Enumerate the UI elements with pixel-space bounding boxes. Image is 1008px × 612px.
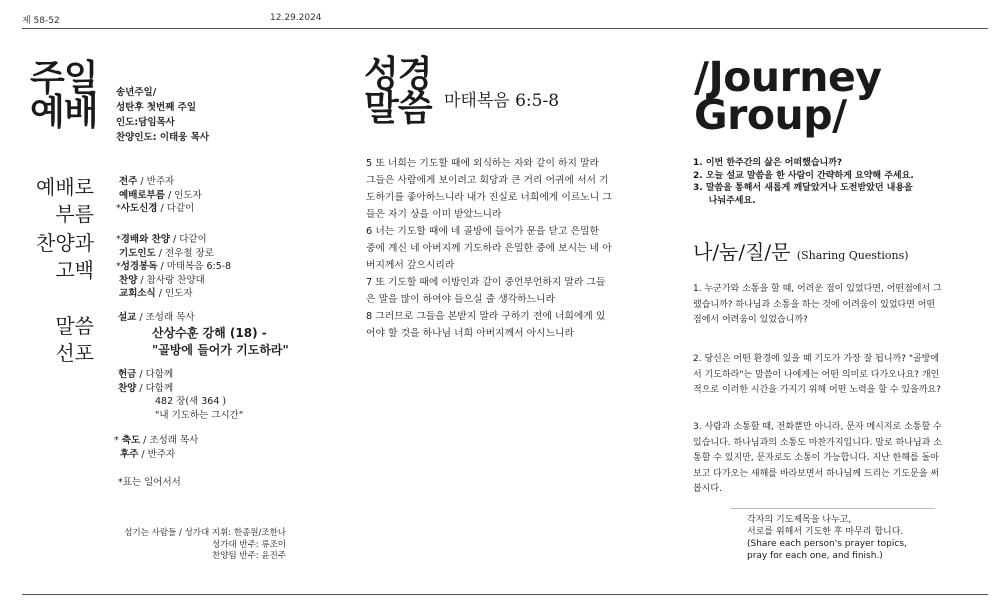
- sermon-title: [152, 325, 289, 359]
- order-role: 기도인도: [119, 247, 156, 259]
- worship-title-line1: 주일: [30, 58, 98, 99]
- order-item: 후주 / 반주자: [120, 448, 176, 460]
- worship-info-line: 인도:담임목사: [116, 117, 175, 128]
- journey-group-title: [694, 53, 882, 139]
- sermon-preacher: 설교 / 조성래 목사: [118, 312, 195, 323]
- order-person: 반주자: [147, 448, 176, 460]
- section-heading-proclamation: [22, 313, 94, 367]
- sharing-title: 나/눔/질/문: [693, 240, 791, 264]
- bottom-rule: [22, 594, 988, 595]
- order-role: 교회소식: [119, 288, 156, 299]
- order-item: * 축도 / 조성래 목사: [114, 435, 199, 446]
- closing-line: (Share each person's prayer topics,: [747, 539, 907, 549]
- order-person: 참사랑 찬양대: [146, 274, 205, 286]
- standing-mark: *: [116, 261, 121, 272]
- section-heading-call-to-worship: [22, 174, 94, 228]
- hymn-number: 482 장(새 364 ): [155, 396, 227, 407]
- order-role: 축도: [121, 435, 141, 446]
- order-person: 다같이: [166, 203, 195, 214]
- verse-line: 은 말을 많이 하여야 들으실 줄 생각하느니라: [366, 294, 556, 305]
- order-item: 찬양 / 참사랑 찬양대: [119, 274, 205, 286]
- order-role: 전주: [119, 176, 138, 187]
- intro-question: 3. 말씀을 통해서 새롭게 깨달았거나 도전받았던 내용을: [693, 183, 913, 193]
- question-line: 3. 사람과 소통할 때, 전화뿐만 아니라, 문자 메시지로 소통할 수: [693, 422, 942, 432]
- order-role: 예배로부름: [119, 189, 165, 201]
- order-item: 예배로부름 / 인도자: [119, 189, 202, 201]
- sharing-question-3: [693, 420, 965, 498]
- scripture-text: [366, 155, 638, 342]
- order-person: 다함께: [145, 382, 174, 394]
- order-role: 헌금: [118, 369, 137, 380]
- sharing-subtitle: (Sharing Questions): [796, 249, 909, 262]
- order-person: 다함께: [145, 369, 174, 380]
- order-role: 사도신경: [120, 203, 158, 214]
- bulletin-date: 12.29.2024: [270, 13, 322, 23]
- section-heading-line: 찬양과: [36, 231, 94, 255]
- credit-line: 성가대 반주: 류조이: [212, 539, 286, 550]
- verse-line: 어야 할 것을 하나님 너희 아버지께서 아시느니라: [366, 328, 574, 339]
- order-person: 조성래 목사: [149, 435, 199, 446]
- question-line: 2. 당신은 어떤 환경에 있을 때 기도가 가장 잘 됩니까? "골방에: [693, 354, 940, 364]
- sermon-subtitle-line: "골방에 들어가 기도하라": [152, 343, 289, 357]
- credit-line: 섬기는 사람들 / 성가대 지휘: 한종원/조한나: [124, 528, 286, 538]
- order-person: 전우철 장로: [165, 247, 214, 259]
- order-item: 헌금 / 다함께: [118, 369, 174, 380]
- top-rule: [22, 28, 988, 29]
- verse-line: 중에 계신 네 아버지께 기도하라 은밀한 중에 보시는 네 아: [366, 243, 612, 254]
- section-heading-line: 고백: [55, 258, 94, 282]
- worship-info-line: 찬양인도: 이태웅 목사: [116, 132, 210, 143]
- closing-instruction: [747, 514, 907, 562]
- question-line: 1. 누군가와 소통을 할 때, 어려운 점이 있었다면, 어떤점에서 그: [693, 284, 942, 294]
- issue-number: 제 58-52: [22, 16, 60, 26]
- section-heading-line: 말씀: [55, 314, 94, 338]
- question-line: 보고 다가오는 새해를 바라보면서 하나님께 드리는 기도문을 써: [693, 468, 940, 479]
- standing-mark: *: [116, 203, 121, 214]
- worship-info-line: 송년주일/: [116, 87, 157, 98]
- intro-questions: [693, 157, 914, 207]
- worship-title-line2: 예배: [30, 92, 98, 133]
- sermon-title-line: 산상수훈 강해 (18) -: [152, 326, 267, 340]
- scripture-reference: 마태복음 6:5-8: [444, 91, 560, 111]
- order-item: 전주 / 반주자: [119, 176, 175, 187]
- hymn-details: [155, 395, 243, 422]
- question-line: 랬습니까? 하나님과 소통을 하는 것에 어려움이 있었다면 어떤: [693, 299, 936, 310]
- order-role: 경배와 찬양: [120, 234, 170, 245]
- response-items: [118, 368, 173, 395]
- order-item: 찬양 / 다함께: [118, 382, 174, 394]
- closing-line: 각자의 기도제목을 나누고,: [747, 515, 852, 525]
- verse-line: 들은 자기 상을 이미 받았느니라: [366, 209, 502, 220]
- scripture-title: [364, 54, 432, 129]
- intro-question: 1. 이번 한주간의 삶은 어떠했습니까?: [693, 158, 843, 168]
- standing-mark: *: [114, 435, 119, 446]
- section-heading-line: 부름: [55, 202, 94, 226]
- scripture-title-line1: 성경: [364, 54, 432, 95]
- question-line: 서 기도하라"는 말씀이 나에게는 어떤 의미로 다가오나요? 개인: [693, 369, 940, 380]
- order-item: *경배와 찬양 / 다같이: [116, 234, 207, 245]
- serving-credits: [116, 528, 286, 563]
- order-person: 조성래 목사: [145, 312, 195, 323]
- worship-info: [116, 85, 209, 145]
- closing-line: pray for each one, and finish.): [747, 551, 883, 561]
- praise-items: [116, 233, 231, 301]
- standing-mark: *: [116, 234, 121, 245]
- worship-info-line: 성탄후 첫번째 주일: [116, 102, 197, 113]
- verse-line: 5 또 너희는 기도할 때에 외식하는 자와 같이 하지 말라: [366, 158, 599, 169]
- journey-title-line1: /Journey: [694, 53, 882, 101]
- question-line: 통할 수 있지만, 문자로도 소통이 가능합니다. 지난 한해를 돌아: [693, 453, 939, 463]
- section-heading-line: 선포: [55, 341, 94, 365]
- order-person: 다같이: [179, 234, 207, 245]
- intro-question: 2. 오늘 설교 말씀을 한 사람이 간략하게 요약해 주세요.: [693, 170, 914, 181]
- section-heading-line: 예배로: [36, 175, 94, 199]
- order-role: 찬양: [118, 382, 137, 394]
- section-heading-praise-and-confession: [22, 230, 94, 284]
- order-item: *사도신경 / 다같이: [116, 203, 195, 214]
- order-role: 후주: [120, 448, 139, 460]
- standing-footnote: *표는 일어서서: [118, 477, 181, 488]
- question-line: 봅시다.: [693, 484, 722, 494]
- closing-line: 서로를 위해서 기도한 후 마무리 합니다.: [747, 527, 904, 537]
- verse-line: 8 그러므로 그들을 본받지 말라 구하기 전에 너희에게 있: [366, 311, 606, 322]
- journey-title-line2: Group/: [694, 91, 847, 139]
- order-person: 반주자: [146, 176, 175, 187]
- verse-line: 도하기를 좋아하느니라 내가 진실로 너희에게 이르노니 그: [366, 192, 612, 203]
- order-role: 성경봉독: [120, 261, 158, 272]
- order-item: 교회소식 / 인도자: [119, 288, 193, 299]
- closing-divider: [730, 508, 935, 509]
- question-line: 점에서 어려움이 있었습니까?: [693, 315, 808, 325]
- verse-line: 버지께서 갚으시리라: [366, 260, 455, 271]
- hymn-title: "내 기도하는 그시간": [155, 409, 244, 421]
- verse-line: 6 너는 기도할 때에 네 골방에 들어가 문을 닫고 은밀한: [366, 226, 599, 237]
- sharing-question-1: [693, 282, 965, 329]
- order-role: 설교: [118, 312, 137, 323]
- sharing-questions-heading: [693, 236, 909, 265]
- verse-line: 그들은 사람에게 보이려고 회당과 큰 거리 어귀에 서서 기: [366, 175, 609, 186]
- sharing-question-2: [693, 352, 965, 399]
- question-line: 적으로 이러한 시간을 가지기 위해 어떤 노력을 할 수 있을까요?: [693, 385, 941, 395]
- credit-line: 찬양팀 반주: 윤진주: [212, 551, 286, 561]
- question-line: 있습니다. 하나님과의 소통도 마찬가지입니다. 말로 하나님과 소: [693, 437, 942, 448]
- order-role: 찬양: [119, 274, 138, 286]
- order-person: 인도자: [174, 189, 202, 201]
- intro-question: 나눠주세요.: [693, 195, 756, 206]
- closing-items: [114, 434, 198, 461]
- order-person: 마태복음 6:5-8: [166, 261, 232, 272]
- worship-title: [30, 58, 98, 133]
- order-person: 인도자: [165, 288, 193, 299]
- scripture-title-line2: 말씀: [364, 88, 432, 129]
- order-item: *성경봉독 / 마태복음 6:5-8: [116, 261, 232, 272]
- order-item: 기도인도 / 전우철 장로: [119, 247, 214, 259]
- call-to-worship-items: [116, 175, 202, 216]
- verse-line: 7 또 기도할 때에 이방인과 같이 중언부언하지 말라 그들: [366, 277, 606, 288]
